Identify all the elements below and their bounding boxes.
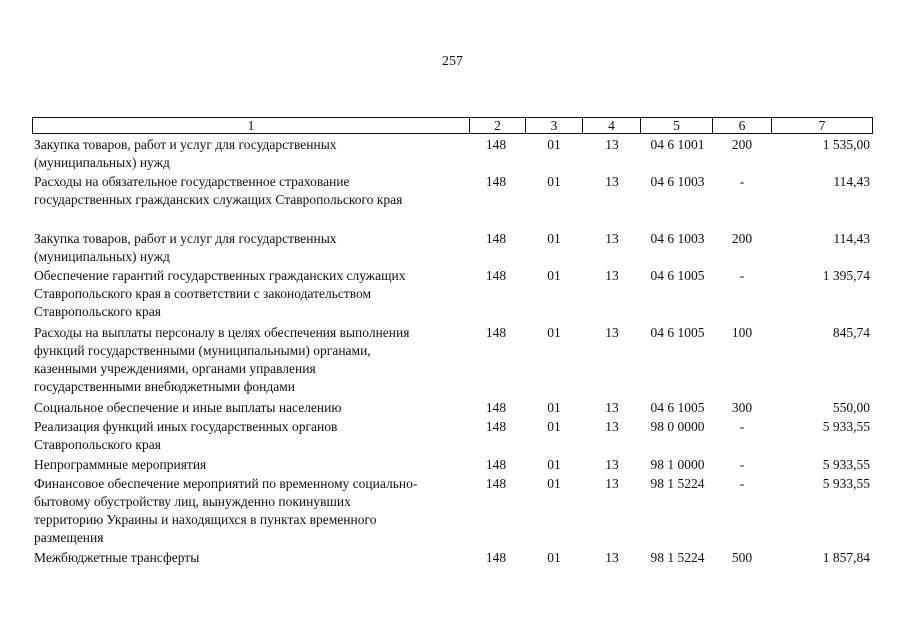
header-col-3: 3 — [526, 118, 583, 133]
header-col-1: 1 — [33, 118, 470, 133]
row-col-3: 01 — [547, 174, 561, 189]
row-col-4: 13 — [605, 174, 619, 189]
row-name: Обеспечение гарантий государственных гражданских служащих Ставропольского края в соответствии с законодательством Ставропольского края — [34, 268, 406, 319]
row-col-6: - — [739, 174, 745, 189]
row-col-2: 148 — [485, 400, 507, 415]
row-name: Финансовое обеспечение мероприятий по временному социально- бытовому обустройству лиц, вынужденно покинувших территорию Украины и находящихся в пунктах временного размещения — [34, 476, 418, 545]
row-name: Непрограммные мероприятия — [34, 457, 207, 472]
row-col-5: 98 1 5224 — [650, 476, 705, 491]
row-col-7: 1 535,00 — [822, 137, 870, 152]
row-col-5: 04 6 1001 — [650, 137, 705, 152]
row-col-4: 13 — [605, 457, 619, 472]
row-col-7: 1 857,84 — [822, 550, 870, 565]
page-number: 257 — [442, 54, 463, 69]
row-name: Реализация функций иных государственных органов Ставропольского края — [34, 419, 338, 452]
row-col-6: 300 — [731, 400, 753, 415]
row-col-7: 1 395,74 — [822, 268, 870, 283]
row-name: Расходы на выплаты персоналу в целях обеспечения выполнения функций государственными (муниципальными) органами, казенными учреждениями, органами управления государственными внебюджетными фондами — [34, 325, 410, 394]
row-col-5: 04 6 1003 — [650, 174, 705, 189]
row-col-5: 04 6 1003 — [650, 231, 705, 246]
row-col-3: 01 — [547, 231, 561, 246]
row-col-5: 04 6 1005 — [650, 268, 705, 283]
header-col-7: 7 — [818, 118, 826, 133]
row-col-3: 01 — [547, 457, 561, 472]
table-header — [32, 117, 873, 134]
row-col-6: - — [739, 268, 745, 283]
row-name: Социальное обеспечение и иные выплаты населению — [34, 400, 342, 415]
header-col-4: 4 — [583, 118, 641, 133]
row-col-5: 04 6 1005 — [650, 400, 705, 415]
row-col-7: 114,43 — [833, 174, 870, 189]
row-col-5: 98 0 0000 — [650, 419, 705, 434]
row-col-3: 01 — [547, 476, 561, 491]
row-col-3: 01 — [547, 400, 561, 415]
row-name: Межбюджетные трансферты — [34, 550, 200, 565]
row-name: Закупка товаров, работ и услуг для государственных (муниципальных) нужд — [34, 137, 337, 170]
row-col-2: 148 — [485, 137, 507, 152]
row-col-6: - — [739, 419, 745, 434]
row-name: Закупка товаров, работ и услуг для государственных (муниципальных) нужд — [34, 231, 337, 264]
row-col-2: 148 — [485, 476, 507, 491]
row-col-7: 114,43 — [833, 231, 870, 246]
header-col-5: 5 — [641, 118, 713, 133]
row-col-2: 148 — [485, 231, 507, 246]
header-col-2: 2 — [470, 118, 526, 133]
row-col-3: 01 — [547, 419, 561, 434]
row-col-7: 5 933,55 — [822, 419, 870, 434]
row-col-7: 845,74 — [832, 325, 870, 340]
row-col-3: 01 — [547, 137, 561, 152]
row-col-2: 148 — [485, 325, 507, 340]
row-col-7: 5 933,55 — [822, 476, 870, 491]
header-col-6: 6 — [713, 118, 772, 133]
row-col-4: 13 — [605, 325, 619, 340]
row-col-4: 13 — [605, 476, 619, 491]
row-col-2: 148 — [485, 174, 507, 189]
row-col-6: - — [739, 476, 745, 491]
row-col-5: 98 1 0000 — [650, 457, 705, 472]
row-col-6: 100 — [731, 325, 753, 340]
row-col-4: 13 — [605, 231, 619, 246]
row-col-5: 04 6 1005 — [650, 325, 705, 340]
row-col-7: 5 933,55 — [822, 457, 870, 472]
row-col-2: 148 — [485, 419, 507, 434]
row-col-6: - — [739, 457, 745, 472]
row-col-3: 01 — [547, 325, 561, 340]
row-col-2: 148 — [485, 268, 507, 283]
row-col-4: 13 — [605, 268, 619, 283]
row-col-4: 13 — [605, 550, 619, 565]
row-col-6: 200 — [731, 231, 753, 246]
row-col-6: 500 — [731, 550, 753, 565]
row-col-4: 13 — [605, 419, 619, 434]
row-col-4: 13 — [605, 137, 619, 152]
row-col-2: 148 — [485, 550, 507, 565]
row-col-2: 148 — [485, 457, 507, 472]
row-name: Расходы на обязательное государственное страхование государственных гражданских служащих Ставропольского края — [34, 174, 403, 207]
row-col-3: 01 — [547, 268, 561, 283]
row-col-4: 13 — [605, 400, 619, 415]
row-col-3: 01 — [547, 550, 561, 565]
row-col-6: 200 — [731, 137, 753, 152]
row-col-5: 98 1 5224 — [650, 550, 705, 565]
row-col-7: 550,00 — [832, 400, 870, 415]
